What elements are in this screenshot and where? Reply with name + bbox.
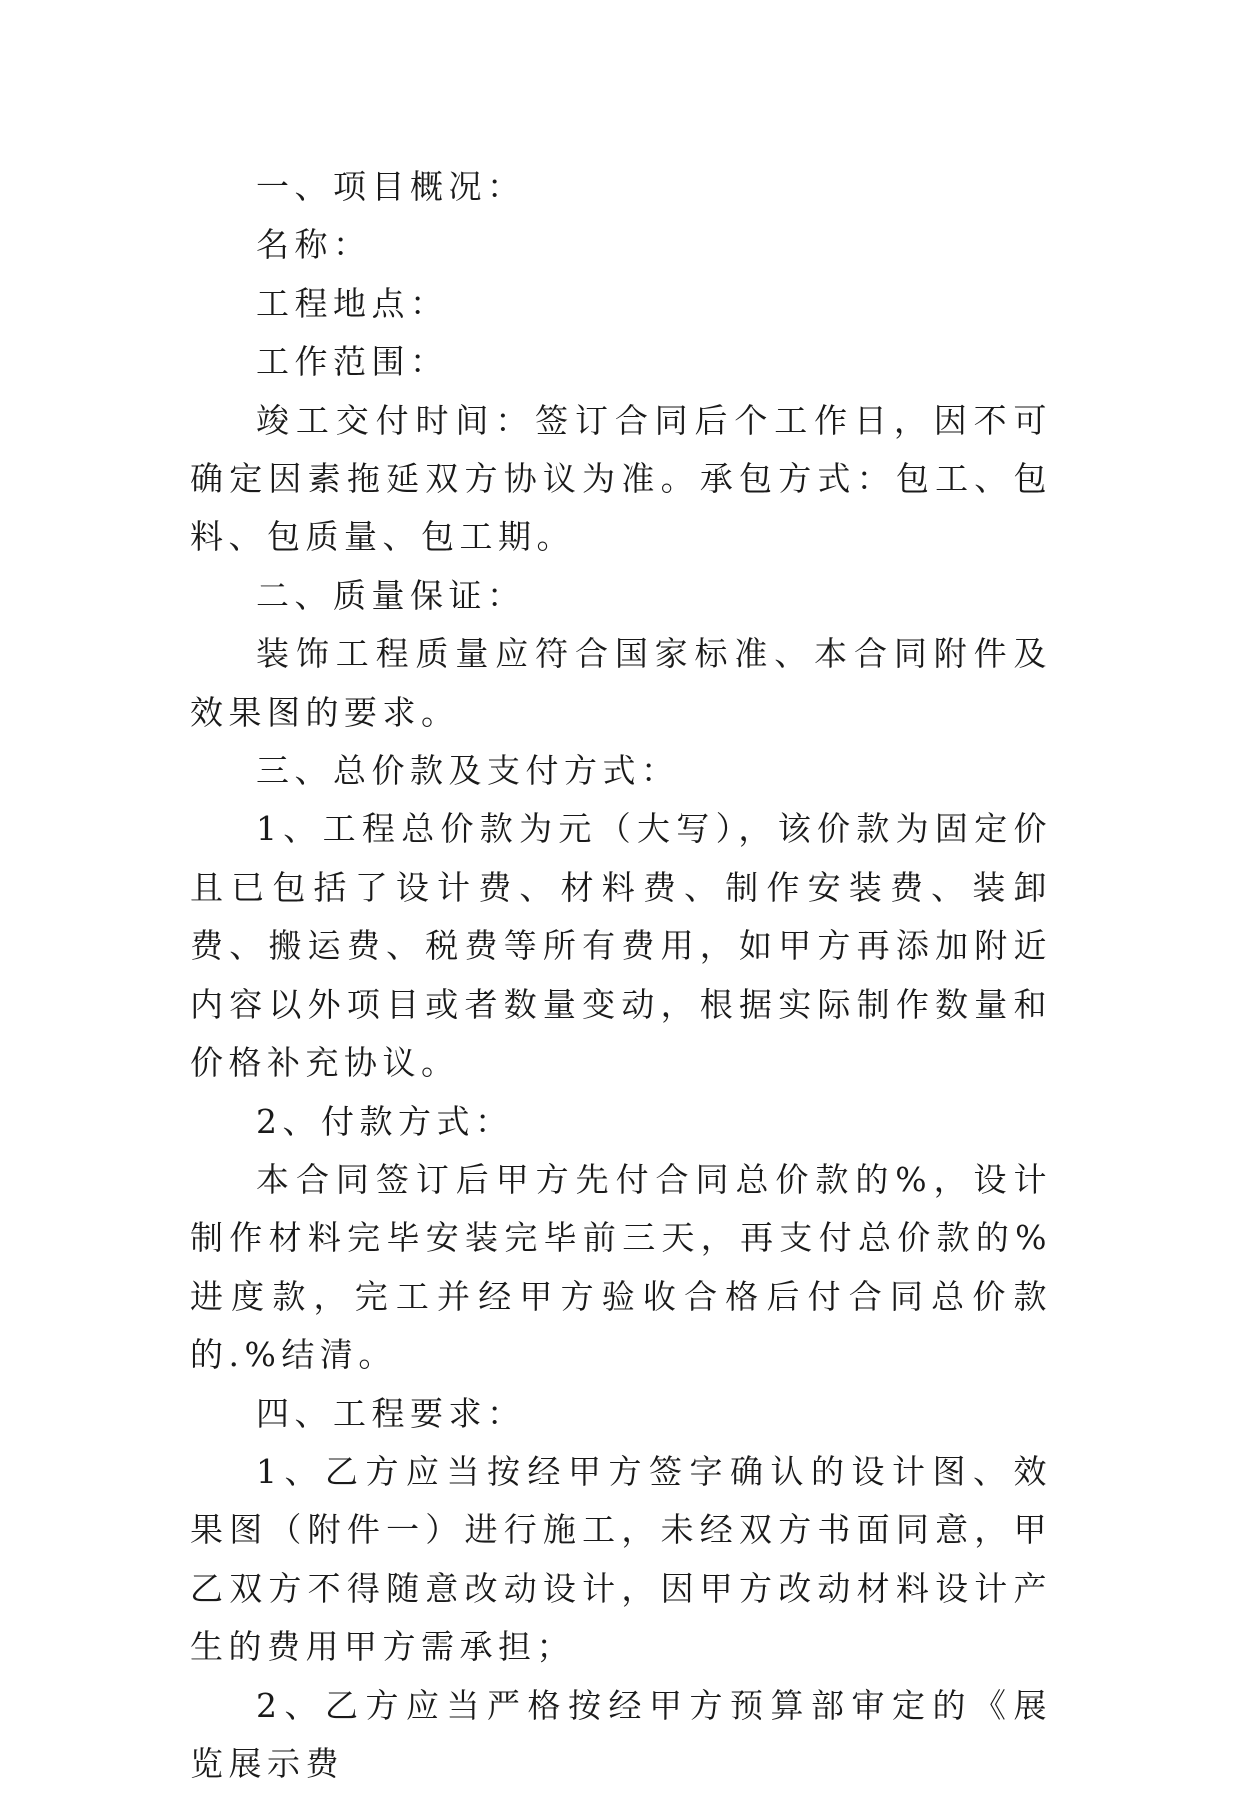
paragraph-section-1-heading: 一、项目概况：: [256, 167, 526, 206]
paragraph-name: 名称：: [256, 225, 372, 265]
paragraph-quality: 装饰工程质量应符合国家标准、本合同附件及效果图的要求。: [190, 634, 1052, 732]
paragraph-total-price: 1、工程总价款为元（大写），该价款为固定价且已包括了设计费、材料费、制作安装费、装卸费、搬运费、税费等所有费用，如甲方再添加附近内容以外项目或者数量变动，根据实际制作数量和价格补充协议。: [190, 809, 1052, 1083]
document-body: [190, 158, 1052, 1793]
paragraph-section-3-heading: 三、总价款及支付方式：: [256, 751, 680, 791]
paragraph-payment-heading: 2、付款方式：: [256, 1101, 514, 1141]
paragraph-completion-time: 竣工交付时间：签订合同后个工作日，因不可确定因素拖延双方协议为准。承包方式：包工、包料、包质量、包工期。: [190, 400, 1052, 557]
paragraph-section-4-heading: 四、工程要求：: [256, 1393, 526, 1433]
paragraph-section-2-heading: 二、质量保证：: [256, 575, 526, 615]
paragraph-scope: 工作范围：: [256, 342, 449, 382]
paragraph-requirement-2: 2、乙方应当严格按经甲方预算部审定的《展览展示费: [190, 1685, 1052, 1783]
paragraph-payment-terms: 本合同签订后甲方先付合同总价款的%，设计制作材料完毕安装完毕前三天，再支付总价款的%进度款，完工并经甲方验收合格后付合同总价款的.%结清。: [190, 1159, 1052, 1375]
paragraph-location: 工程地点：: [256, 283, 449, 323]
paragraph-requirement-1: 1、乙方应当按经甲方签字确认的设计图、效果图（附件一）进行施工，未经双方书面同意，甲乙双方不得随意改动设计，因甲方改动材料设计产生的费用甲方需承担；: [190, 1451, 1052, 1667]
